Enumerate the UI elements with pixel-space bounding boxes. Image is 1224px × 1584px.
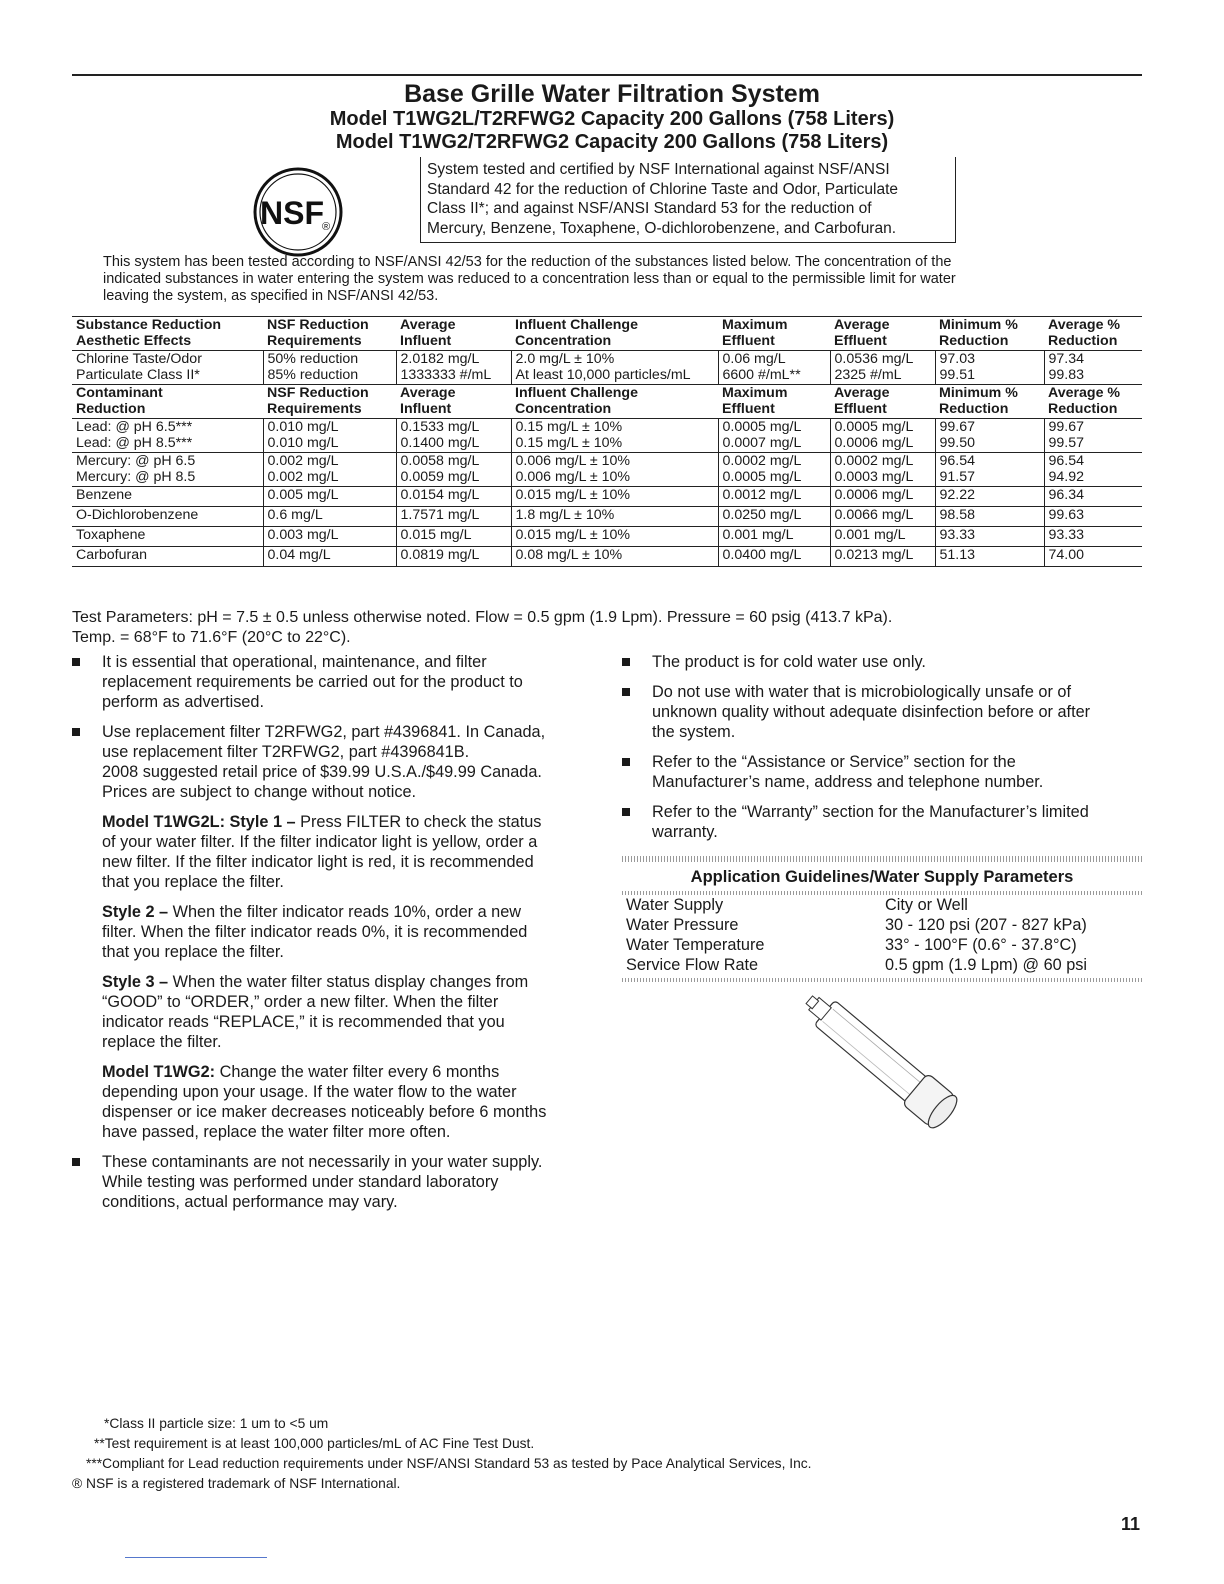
model-subtitle-2: Model T1WG2/T2RFWG2 Capacity 200 Gallons (758 Liters) — [335, 131, 889, 153]
table-cell — [263, 507, 396, 527]
table-cell — [396, 507, 511, 527]
text-line: depending upon your usage. If the water flow to the water — [102, 1083, 517, 1101]
cell-line: 0.001 mg/L — [722, 527, 794, 543]
list-item — [622, 682, 1142, 742]
cell-line: 1333333 #/mL — [400, 366, 492, 383]
cell-line: O-Dichlorobenzene — [76, 507, 199, 523]
header-line: Aesthetic Effects — [76, 332, 192, 349]
header-line: Average — [400, 385, 456, 401]
text-line: of your water filter. If the filter indicator light is yellow, order a — [102, 833, 538, 851]
style2-paragraph — [72, 902, 592, 962]
test-params-line: Temp. = 68°F to 71.6°F (20°C to 22°C). — [72, 629, 351, 646]
cell-line: 0.002 mg/L — [267, 468, 339, 485]
table-cell — [511, 507, 718, 527]
text-line: Refer to the “Warranty” section for the Manufacturer’s limited — [652, 803, 1089, 821]
text-line: Use replacement filter T2RFWG2, part #4396841. In Canada, — [102, 723, 546, 741]
table-cell — [830, 527, 935, 547]
table-cell — [1044, 487, 1142, 507]
table-row — [72, 487, 1142, 507]
parameter-label: Service Flow Rate — [626, 956, 759, 974]
table-row — [72, 547, 1142, 567]
cell-line: 2.0182 mg/L — [400, 351, 480, 367]
cell-line: 91.57 — [939, 468, 976, 485]
header-line: Substance Reduction — [76, 317, 222, 333]
table-cell — [718, 351, 830, 385]
table-cell — [718, 453, 830, 487]
cell-line: 97.34 — [1048, 351, 1085, 367]
table-cell — [830, 487, 935, 507]
cell-line: 0.1400 mg/L — [400, 434, 480, 451]
app-guidelines-row — [622, 915, 1142, 935]
table-cell — [935, 527, 1044, 547]
footnote: ® NSF is a registered trademark of NSF International. — [72, 1476, 401, 1491]
column-header — [830, 317, 935, 351]
table-cell — [718, 547, 830, 567]
table-cell — [263, 487, 396, 507]
table-cell — [396, 453, 511, 487]
cell-line: 51.13 — [939, 547, 976, 563]
cell-line: 0.0007 mg/L — [722, 434, 802, 451]
nsf-logo-mark: ® — [321, 221, 331, 233]
column-header — [396, 385, 511, 419]
list-item — [72, 722, 592, 802]
table-cell — [935, 507, 1044, 527]
cell-line: 0.6 mg/L — [267, 507, 323, 523]
parameter-value: 33° - 100°F (0.6° - 37.8°C) — [885, 936, 1077, 954]
cell-line: 0.0002 mg/L — [834, 453, 914, 469]
parameter-value: 30 - 120 psi (207 - 827 kPa) — [885, 916, 1087, 934]
text-line: dispenser or ice maker decreases noticeably before 6 months — [102, 1103, 547, 1121]
column-header — [718, 385, 830, 419]
text-line: While testing was performed under standard laboratory — [102, 1173, 499, 1191]
cell-line: Carbofuran — [76, 547, 147, 563]
cell-line: 0.015 mg/L ± 10% — [515, 487, 631, 503]
table-cell — [72, 527, 263, 547]
header-line: Minimum % — [939, 385, 1018, 401]
column-header — [1044, 317, 1142, 351]
header-line: Reduction — [76, 400, 146, 417]
list-item — [622, 752, 1142, 792]
cell-line: 0.0819 mg/L — [400, 547, 480, 563]
text-line: The product is for cold water use only. — [652, 653, 926, 671]
footnote: **Test requirement is at least 100,000 particles/mL of AC Fine Test Dust. — [94, 1436, 535, 1451]
cert-line: Mercury, Benzene, Toxaphene, O-dichlorobenzene, and Carbofuran. — [427, 219, 897, 237]
list-item — [622, 652, 1142, 672]
table-cell — [1044, 419, 1142, 453]
header-line: Maximum — [722, 317, 788, 333]
cell-line: 0.1533 mg/L — [400, 419, 480, 435]
text-line: the system. — [652, 723, 736, 741]
header-line: Reduction — [939, 400, 1009, 417]
cell-line: 0.0005 mg/L — [722, 419, 802, 435]
table-cell — [511, 487, 718, 507]
footnotes — [72, 1414, 1072, 1494]
header-line: Minimum % — [939, 317, 1018, 333]
cell-line: 96.54 — [1048, 453, 1085, 469]
cell-line: 0.0400 mg/L — [722, 547, 802, 563]
cell-line: 74.00 — [1048, 547, 1085, 563]
cell-line: 96.54 — [939, 453, 976, 469]
header-line: Contaminant — [76, 385, 163, 401]
column-header — [72, 385, 263, 419]
cell-line: 0.15 mg/L ± 10% — [515, 419, 623, 435]
column-header — [72, 317, 263, 351]
cell-line: 0.003 mg/L — [267, 527, 339, 543]
header-line: Requirements — [267, 400, 362, 417]
header-line: Concentration — [515, 400, 612, 417]
cell-line: 0.0250 mg/L — [722, 507, 802, 523]
header-line: Influent Challenge — [515, 385, 638, 401]
parameter-label: Water Pressure — [626, 916, 739, 934]
table-cell — [1044, 351, 1142, 385]
table-cell — [396, 351, 511, 385]
cell-line: 0.0003 mg/L — [834, 468, 914, 485]
cell-line: 0.010 mg/L — [267, 434, 339, 451]
cell-line: Lead: @ pH 8.5*** — [76, 434, 193, 451]
cell-line: 0.005 mg/L — [267, 487, 339, 503]
table-cell — [1044, 507, 1142, 527]
header-line: Effluent — [834, 332, 887, 349]
cell-line: 50% reduction — [267, 351, 359, 367]
header-line: Maximum — [722, 385, 788, 401]
cell-line: 0.0154 mg/L — [400, 487, 480, 503]
column-header — [830, 385, 935, 419]
cell-line: 1.8 mg/L ± 10% — [515, 507, 615, 523]
table-cell — [396, 419, 511, 453]
header-line: Effluent — [834, 400, 887, 417]
table-cell — [72, 507, 263, 527]
table-cell — [830, 351, 935, 385]
table-cell — [718, 487, 830, 507]
cell-line: 0.0058 mg/L — [400, 453, 480, 469]
table-cell — [396, 527, 511, 547]
cell-line: 0.015 mg/L ± 10% — [515, 527, 631, 543]
page-title: Base Grille Water Filtration System — [404, 80, 820, 108]
text-line: warranty. — [652, 823, 718, 841]
intro-paragraph — [103, 254, 1143, 305]
parameter-label: Water Temperature — [626, 936, 765, 954]
table-header-row — [72, 317, 1142, 351]
cell-line: 0.0006 mg/L — [834, 434, 914, 451]
header-line: Influent — [400, 400, 452, 417]
table-cell — [72, 487, 263, 507]
table-cell — [718, 527, 830, 547]
cell-line: 0.002 mg/L — [267, 453, 339, 469]
cell-line: 99.83 — [1048, 366, 1085, 383]
table-cell — [396, 547, 511, 567]
cell-line: 0.0213 mg/L — [834, 547, 914, 563]
cell-line: 0.010 mg/L — [267, 419, 339, 435]
cell-line: 0.0002 mg/L — [722, 453, 802, 469]
cert-line: Standard 42 for the reduction of Chlorine Taste and Odor, Particulate — [427, 180, 899, 198]
nsf-logo-text: NSF — [260, 195, 324, 231]
cert-line: System tested and certified by NSF International against NSF/ANSI — [427, 161, 890, 178]
column-header — [935, 317, 1044, 351]
table-cell — [718, 507, 830, 527]
list-item — [622, 802, 1142, 842]
table-cell — [1044, 453, 1142, 487]
cell-line: 6600 #/mL** — [722, 366, 801, 383]
hatch-divider — [622, 978, 1142, 982]
cell-line: 99.51 — [939, 366, 976, 383]
bold-lead: Style 3 – — [102, 973, 169, 991]
header-line: Effluent — [722, 400, 775, 417]
cell-line: 85% reduction — [267, 366, 359, 383]
intro-line: This system has been tested according to NSF/ANSI 42/53 for the reduction of the substances listed below. The concentration of the — [103, 254, 952, 270]
table-cell — [1044, 547, 1142, 567]
table-cell — [935, 419, 1044, 453]
table-cell — [718, 419, 830, 453]
bold-lead: Model T1WG2: — [102, 1063, 216, 1081]
cell-line: Toxaphene — [76, 527, 146, 543]
header-line: Average — [400, 317, 456, 333]
table-cell — [511, 547, 718, 567]
style1-paragraph — [72, 812, 592, 892]
table-cell — [830, 547, 935, 567]
footnote: ***Compliant for Lead reduction requirements under NSF/ANSI Standard 53 as tested by Pace Analytical Services, Inc. — [86, 1456, 812, 1471]
cell-line: 0.0536 mg/L — [834, 351, 914, 367]
text-line: replace the filter. — [102, 1033, 222, 1051]
cell-line: 0.15 mg/L ± 10% — [515, 434, 623, 451]
cell-line: Particulate Class II* — [76, 366, 200, 383]
text-line: that you replace the filter. — [102, 943, 284, 961]
header-line: Average — [834, 317, 890, 333]
table-row — [72, 507, 1142, 527]
table-row — [72, 527, 1142, 547]
table-cell — [511, 453, 718, 487]
text-line: new filter. If the filter indicator light is red, it is recommended — [102, 853, 534, 871]
column-header — [511, 385, 718, 419]
app-guidelines-row — [622, 895, 1142, 915]
cell-line: 0.001 mg/L — [834, 527, 906, 543]
header-line: Influent Challenge — [515, 317, 638, 333]
text-line: These contaminants are not necessarily in your water supply. — [102, 1153, 543, 1171]
cell-line: 0.06 mg/L — [722, 351, 786, 367]
column-header — [511, 317, 718, 351]
text-line: conditions, actual performance may vary. — [102, 1193, 398, 1211]
table-cell — [935, 487, 1044, 507]
header-line: Concentration — [515, 332, 612, 349]
app-guidelines-row — [622, 955, 1142, 975]
text-line: It is essential that operational, maintenance, and filter — [102, 653, 487, 671]
header-line: NSF Reduction — [267, 385, 369, 401]
cell-line: 0.006 mg/L ± 10% — [515, 468, 631, 485]
text-line: Prices are subject to change without notice. — [102, 783, 417, 801]
parameter-label: Water Supply — [626, 896, 724, 914]
cell-line: 99.63 — [1048, 507, 1085, 523]
test-parameters — [72, 608, 1142, 648]
cell-line: 0.08 mg/L ± 10% — [515, 547, 623, 563]
text-line: Press FILTER to check the status — [295, 813, 542, 831]
column-header — [718, 317, 830, 351]
text-line: perform as advertised. — [102, 693, 264, 711]
header-line: Reduction — [1048, 332, 1118, 349]
header-line: Requirements — [267, 332, 362, 349]
style3-paragraph — [72, 972, 592, 1052]
text-line: Refer to the “Assistance or Service” section for the — [652, 753, 1016, 771]
table-cell — [263, 453, 396, 487]
nsf-logo-icon — [252, 166, 344, 258]
column-header — [263, 385, 396, 419]
table-cell — [263, 351, 396, 385]
cell-line: 2.0 mg/L ± 10% — [515, 351, 615, 367]
column-header — [263, 317, 396, 351]
page-number: 11 — [1120, 1514, 1140, 1534]
text-line: unknown quality without adequate disinfection before or after — [652, 703, 1091, 721]
column-header — [396, 317, 511, 351]
header-line: Reduction — [1048, 400, 1118, 417]
text-line: “GOOD” to “ORDER,” order a new filter. When the filter — [102, 993, 499, 1011]
table-cell — [72, 351, 263, 385]
table-cell — [263, 527, 396, 547]
table-cell — [935, 547, 1044, 567]
table-cell — [511, 419, 718, 453]
table-cell — [72, 453, 263, 487]
model2-paragraph — [72, 1062, 592, 1142]
text-line: When the water filter status display changes from — [168, 973, 529, 991]
header-line: Average % — [1048, 317, 1121, 333]
model-subtitle-1: Model T1WG2L/T2RFWG2 Capacity 200 Gallons (758 Liters) — [329, 108, 895, 130]
bold-lead: Style 2 – — [102, 903, 169, 921]
cell-line: 99.50 — [939, 434, 976, 451]
table-row — [72, 419, 1142, 453]
cell-line: 99.67 — [939, 419, 976, 435]
cell-line: Benzene — [76, 487, 133, 503]
cell-line: 0.0005 mg/L — [834, 419, 914, 435]
table-cell — [72, 547, 263, 567]
cell-line: 0.0066 mg/L — [834, 507, 914, 523]
parameter-value: City or Well — [885, 896, 968, 914]
intro-line: indicated substances in water entering the system was reduced to a concentration less than or equal to the permissible limit for water — [103, 271, 956, 287]
table-cell — [935, 453, 1044, 487]
cell-line: 0.015 mg/L — [400, 527, 472, 543]
header-line: Average — [834, 385, 890, 401]
app-guidelines-rows — [622, 895, 1142, 975]
cell-line: 92.22 — [939, 487, 976, 503]
cell-line: 0.0059 mg/L — [400, 468, 480, 485]
cell-line: At least 10,000 particles/mL — [515, 366, 691, 383]
app-guidelines-row — [622, 935, 1142, 955]
cell-line: 0.0005 mg/L — [722, 468, 802, 485]
left-column — [72, 652, 592, 1222]
text-line: indicator reads “REPLACE,” it is recommended that you — [102, 1013, 505, 1031]
list-item — [72, 1152, 592, 1212]
table-cell — [263, 419, 396, 453]
table-cell — [511, 527, 718, 547]
text-line: Manufacturer’s name, address and telephone number. — [652, 773, 1044, 791]
table-cell — [263, 547, 396, 567]
column-header — [935, 385, 1044, 419]
list-item — [72, 652, 592, 712]
cell-line: 99.57 — [1048, 434, 1085, 451]
parameter-value: 0.5 gpm (1.9 Lpm) @ 60 psi — [885, 956, 1088, 974]
application-guidelines — [622, 856, 1142, 982]
text-line: that you replace the filter. — [102, 873, 284, 891]
cell-line: 98.58 — [939, 507, 976, 523]
table-cell — [511, 351, 718, 385]
table-cell — [1044, 527, 1142, 547]
test-params-line: Test Parameters: pH = 7.5 ± 0.5 unless otherwise noted. Flow = 0.5 gpm (1.9 Lpm). Pressure = 60 psig (413.7 kPa). — [72, 609, 893, 626]
cell-line: 94.92 — [1048, 468, 1085, 485]
cell-line: 96.34 — [1048, 487, 1085, 503]
text-line: filter. When the filter indicator reads 0%, it is recommended — [102, 923, 528, 941]
table-row — [72, 351, 1142, 385]
cell-line: 99.67 — [1048, 419, 1085, 435]
performance-data-table — [72, 316, 1142, 567]
cell-line: Mercury: @ pH 8.5 — [76, 468, 196, 485]
header-line: NSF Reduction — [267, 317, 369, 333]
text-line: 2008 suggested retail price of $39.99 U.S.A./$49.99 Canada. — [102, 763, 542, 781]
cell-line: 2325 #/mL — [834, 366, 902, 383]
header-line: Average % — [1048, 385, 1121, 401]
footnote: *Class II particle size: 1 um to <5 um — [104, 1416, 329, 1431]
cell-line: 1.7571 mg/L — [400, 507, 480, 523]
table-cell — [830, 507, 935, 527]
certification-box — [420, 157, 956, 243]
header-line: Effluent — [722, 332, 775, 349]
cell-line: 93.33 — [939, 527, 976, 543]
app-guidelines-title: Application Guidelines/Water Supply Parameters — [690, 868, 1074, 886]
text-line: When the filter indicator reads 10%, order a new — [168, 903, 522, 921]
text-line: Change the water filter every 6 months — [215, 1063, 500, 1081]
header-line: Influent — [400, 332, 452, 349]
water-filter-illustration — [785, 995, 985, 1130]
cell-line: Mercury: @ pH 6.5 — [76, 453, 196, 469]
table-header-row — [72, 385, 1142, 419]
table-cell — [72, 419, 263, 453]
column-header — [1044, 385, 1142, 419]
cell-line: 0.006 mg/L ± 10% — [515, 453, 631, 469]
text-line: have passed, replace the water filter more often. — [102, 1123, 451, 1141]
table-cell — [830, 419, 935, 453]
bold-lead: Model T1WG2L: Style 1 – — [102, 813, 296, 831]
cell-line: 97.03 — [939, 351, 976, 367]
text-line: Do not use with water that is microbiologically unsafe or of — [652, 683, 1071, 701]
cell-line: 93.33 — [1048, 527, 1085, 543]
table-cell — [830, 453, 935, 487]
text-line: use replacement filter T2RFWG2, part #4396841B. — [102, 743, 470, 761]
cell-line: 0.0006 mg/L — [834, 487, 914, 503]
cell-line: Lead: @ pH 6.5*** — [76, 419, 193, 435]
right-column — [622, 652, 1142, 852]
text-line: replacement requirements be carried out for the product to — [102, 673, 523, 691]
table-row — [72, 453, 1142, 487]
header-line: Reduction — [939, 332, 1009, 349]
cert-line: Class II*; and against NSF/ANSI Standard 53 for the reduction of — [427, 200, 872, 217]
table-cell — [396, 487, 511, 507]
cell-line: 0.04 mg/L — [267, 547, 331, 563]
bottom-link-line — [125, 1557, 267, 1558]
intro-line: leaving the system, as specified in NSF/ANSI 42/53. — [103, 288, 439, 304]
cell-line: Chlorine Taste/Odor — [76, 351, 202, 367]
table-cell — [935, 351, 1044, 385]
cell-line: 0.0012 mg/L — [722, 487, 802, 503]
top-rule — [72, 74, 1142, 76]
